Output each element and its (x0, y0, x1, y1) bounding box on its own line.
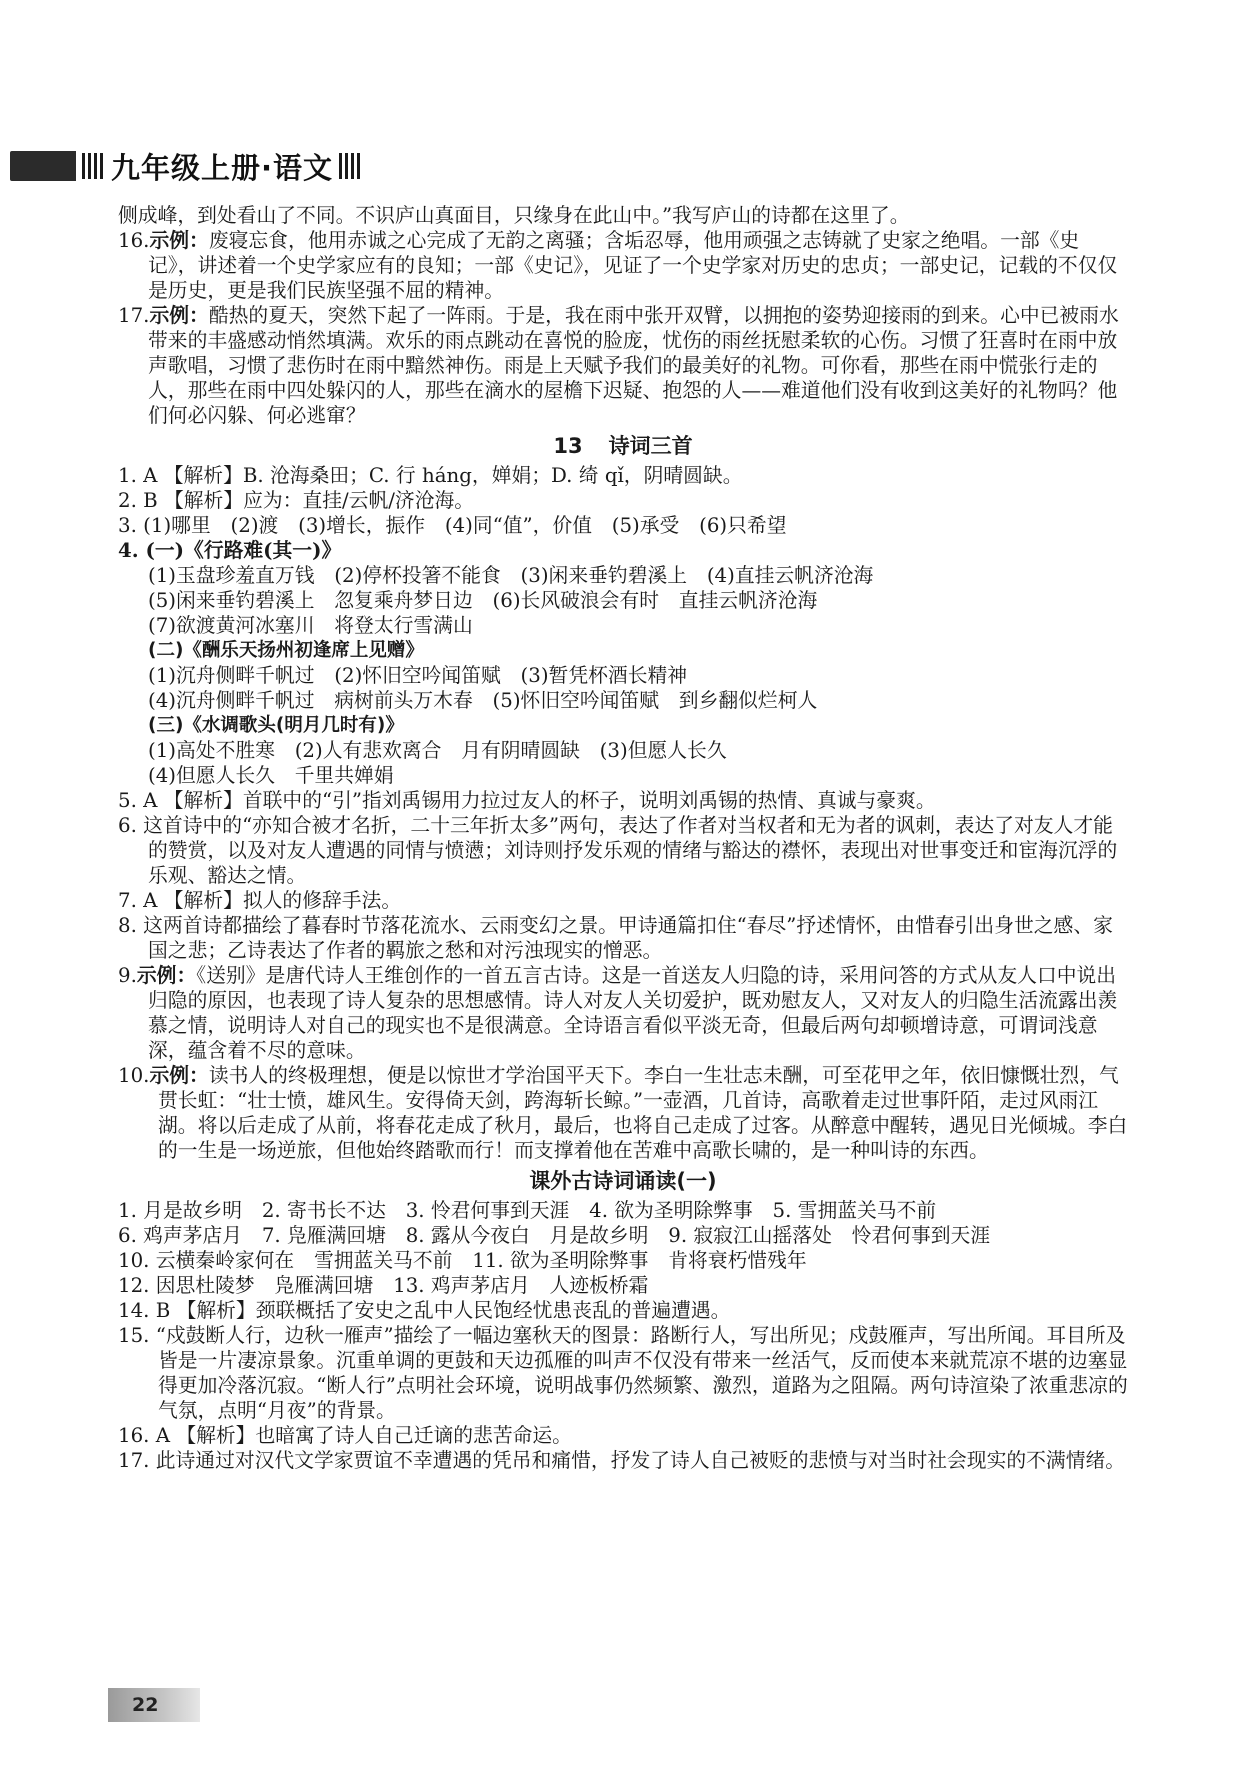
answer-4-line: (5)闲来垂钓碧溪上 忽复乘舟梦日边 (6)长风破浪会有时 直挂云帆济沧海 (148, 589, 818, 612)
answer-9 (118, 963, 1128, 1063)
answer-number: 16. (118, 229, 150, 252)
answer-1: 1. A 【解析】B. 沧海桑田；C. 行 háng，婵娟；D. 绮 qǐ，阴晴圆缺。 (118, 464, 743, 487)
answer-number: 10. (118, 1064, 150, 1087)
answer-4-line: (4)但愿人长久 千里共婵娟 (148, 764, 394, 787)
answer-text: 酷热的夏天，突然下起了一阵雨。于是，我在雨中张开双臂，以拥抱的姿势迎接雨的到来。心中已被雨水带来的丰盛感动悄然填满。欢乐的雨点跳动在喜悦的脸庞，忧伤的雨丝抚慰柔软的心伤。习惯了狂喜时在雨中放声歌唱，习惯了悲伤时在雨中黯然神伤。雨是上天赋予我们的最美好的礼物。可你看，那些在雨中慌张行走的人，那些在雨中四处躲闪的人，那些在滴水的屋檐下迟疑、抱怨的人——难道他们没有收到这美好的礼物吗？他们何必闪躲、何必逃窜？ (148, 304, 1119, 427)
answer-text: 《送别》是唐代诗人王维创作的一首五言古诗。这是一首送友人归隐的诗，采用问答的方式从友人口中说出归隐的原因，也表现了诗人复杂的思想感情。诗人对友人关切爱护，既劝慰友人，又对友人的归隐生活流露出羡慕之情，说明诗人对自己的现实也不是很满意。全诗语言看似平淡无奇，但最后两句却顿增诗意，可谓词浅意深，蕴含着不尽的意味。 (148, 964, 1118, 1062)
answer-6: 6. 这首诗中的“亦知合被才名折，二十三年折太多”两句，表达了作者对当权者和无为者的讽刺，表达了对友人才能的赞赏，以及对友人遭遇的同情与愤懑；刘诗则抒发乐观的情绪与豁达的襟怀，表现出对世事变迁和宦海沉浮的乐观、豁达之情。 (118, 814, 1118, 887)
header-bars-left (82, 153, 103, 179)
extra-answers-line: 12. 因思杜陵梦 凫雁满回塘 13. 鸡声茅店月 人迹板桥霜 (118, 1274, 649, 1297)
answer-3: 3. (1)哪里 (2)渡 (3)增长，振作 (4)同“值”，价值 (5)承受 (6)只希望 (118, 514, 787, 537)
page-number-tab (108, 1688, 200, 1722)
answer-5: 5. A 【解析】首联中的“引”指刘禹锡用力拉过友人的杯子，说明刘禹锡的热情、真诚与豪爽。 (118, 789, 936, 812)
section-title-extra: 课外古诗词诵读(一) (529, 1169, 717, 1193)
answer-4-line: (7)欲渡黄河冰塞川 将登太行雪满山 (148, 614, 473, 637)
answer-4-subheading: (二)《酬乐天扬州初逢席上见赠》 (148, 640, 424, 661)
section-title-13 (118, 434, 1128, 459)
answer-4-line: (1)高处不胜寒 (2)人有悲欢离合 月有阴晴圆缺 (3)但愿人长久 (148, 739, 727, 762)
answer-15: 15. “戍鼓断人行，边秋一雁声”描绘了一幅边塞秋天的图景：路断行人，写出所见；戍鼓雁声，写出所闻。耳目所及皆是一片凄凉景象。沉重单调的更鼓和天边孤雁的叫声不仅没有带来一丝活气，反而使本来就荒凉不堪的边塞显得更加冷落沉寂。“断人行”点明社会环境，说明战事仍然频繁、激烈，道路为之阻隔。两句诗渲染了浓重悲凉的气氛，点明“月夜”的背景。 (118, 1324, 1128, 1422)
extra-answers-line: 1. 月是故乡明 2. 寄书长不达 3. 怜君何事到天涯 4. 欲为圣明除弊事 5. 雪拥蓝关马不前 (118, 1199, 937, 1222)
answer-2: 2. B 【解析】应为：直挂/云帆/济沧海。 (118, 489, 475, 512)
page-header (10, 146, 368, 186)
answer-number: 9. (118, 964, 137, 987)
answer-4-line: (1)沉舟侧畔千帆过 (2)怀旧空吟闻笛赋 (3)暂凭杯酒长精神 (148, 664, 688, 687)
answer-text: 废寝忘食，他用赤诚之心完成了无韵之离骚；含垢忍辱，他用顽强之志铸就了史家之绝唱。一部《史记》，讲述着一个史学家应有的良知；一部《史记》，见证了一个史学家对历史的忠贞；一部史记，记载的不仅仅是历史，更是我们民族坚强不屈的精神。 (148, 229, 1118, 302)
answer-16-extra: 16. A 【解析】也暗寓了诗人自己迁谪的悲苦命运。 (118, 1424, 572, 1447)
sample-label: 示例： (149, 229, 209, 252)
page-number: 22 (132, 1694, 159, 1716)
header-dark-block (10, 151, 76, 181)
answer-17 (118, 303, 1128, 428)
answer-17-extra: 17. 此诗通过对汉代文学家贾谊不幸遭遇的凭吊和痛惜，抒发了诗人自己被贬的悲愤与对当时社会现实的不满情绪。 (118, 1449, 1126, 1472)
extra-answers-line: 6. 鸡声茅店月 7. 凫雁满回塘 8. 露从今夜白 月是故乡明 9. 寂寂江山摇落处 怜君何事到天涯 (118, 1224, 991, 1247)
answer-content (118, 203, 1128, 1473)
section-name: 诗词三首 (608, 434, 693, 458)
sample-label: 示例： (149, 304, 209, 327)
answer-8: 8. 这两首诗都描绘了暮春时节落花流水、云雨变幻之景。甲诗通篇扣住“春尽”抒述情怀，由惜春引出身世之感、家国之悲；乙诗表达了作者的羁旅之愁和对污浊现实的憎恶。 (118, 914, 1113, 962)
sample-label: 示例： (149, 1064, 209, 1087)
extra-answers-line: 10. 云横秦岭家何在 雪拥蓝关马不前 11. 欲为圣明除弊事 肯将衰朽惜残年 (118, 1249, 807, 1272)
section-number: 13 (553, 434, 583, 458)
answer-4-line: (4)沉舟侧畔千帆过 病树前头万木春 (5)怀旧空吟闻笛赋 到乡翻似烂柯人 (148, 689, 818, 712)
book-title: 九年级上册·语文 (111, 150, 334, 185)
answer-4-line: (1)玉盘珍羞直万钱 (2)停杯投箸不能食 (3)闲来垂钓碧溪上 (4)直挂云帆济沧海 (148, 564, 874, 587)
header-bars-right (339, 153, 360, 179)
sample-label: 示例： (136, 964, 197, 987)
answer-text: 读书人的终极理想，便是以惊世才学治国平天下。李白一生壮志未酬，可至花甲之年，依旧慷慨壮烈，气贯长虹：“壮士愤，雄风生。安得倚天剑，跨海斩长鲸。”一壶酒，几首诗，高歌着走过世事阡陌，走过风雨江湖。将以后走成了从前，将春花走成了秋月，最后，也将自己走成了过客。从醉意中醒转，遇见日光倾城。李白的一生是一场逆旅，但他始终踏歌而行！而支撑着他在苦难中高歌长啸的，是一种叫诗的东西。 (158, 1064, 1128, 1162)
answer-4-heading: 4. (一)《行路难(其一)》 (118, 538, 342, 562)
answer-number: 17. (118, 304, 150, 327)
answer-10 (118, 1063, 1128, 1163)
answer-4-subheading: (三)《水调歌头(明月几时有)》 (148, 715, 404, 736)
continued-text: 侧成峰，到处看山了不同。不识庐山真面目，只缘身在此山中。”我写庐山的诗都在这里了。 (118, 204, 910, 227)
answer-7: 7. A 【解析】拟人的修辞手法。 (118, 889, 402, 912)
answer-14: 14. B 【解析】颈联概括了安史之乱中人民饱经忧患丧乱的普遍遭遇。 (118, 1299, 731, 1322)
answer-16 (118, 228, 1128, 303)
